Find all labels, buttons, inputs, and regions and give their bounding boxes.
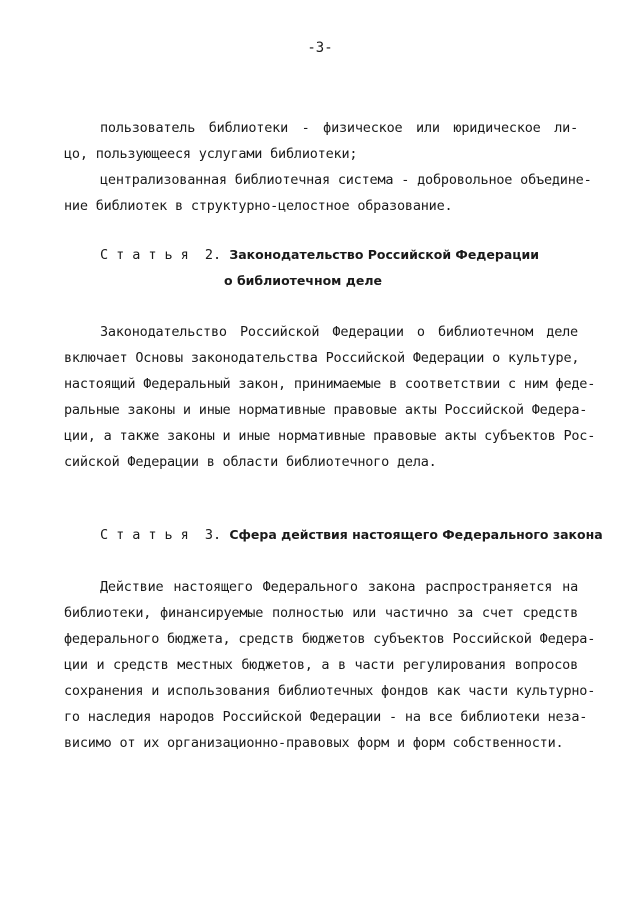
definition-line: цо, пользующееся услугами библиотеки;: [64, 146, 358, 162]
article2-line: ральные законы и иные нормативные правовые акты Российской Федера-: [64, 402, 588, 418]
definition-line: пользователь библиотеки - физическое или юридическое ли-: [100, 120, 578, 136]
article2-line: ции, а также законы и иные нормативные правовые акты субъектов Рос-: [64, 428, 596, 444]
article2-line: Законодательство Российской Федерации о библиотечном деле: [100, 324, 578, 340]
article2-line: сийской Федерации в области библиотечного дела.: [64, 454, 437, 470]
page-number: -3-: [307, 40, 333, 56]
article2-line: настоящий Федеральный закон, принимаемые в соответствии с ним феде-: [64, 376, 596, 392]
article3-line: висимо от их организационно-правовых форм и форм собственности.: [64, 735, 564, 751]
article2-heading-line2: о библиотечном деле: [224, 273, 382, 288]
article3-line: федерального бюджета, средств бюджетов субъектов Российской Федера-: [64, 631, 596, 647]
article2-line: включает Основы законодательства Российской Федерации о культуре,: [64, 350, 580, 366]
article2-heading: [100, 245, 539, 265]
article-label: Статья: [100, 527, 197, 543]
article3-line: ции и средств местных бюджетов, а в части регулирования вопросов: [64, 657, 578, 673]
article-label: Статья: [100, 247, 197, 263]
article3-line: библиотеки, финансируемые полностью или частично за счет средств: [64, 605, 578, 621]
article3-line: сохранения и использования библиотечных фондов как части культурно-: [64, 683, 596, 699]
article3-line: Действие настоящего Федерального закона распространяется на: [100, 579, 578, 595]
article-number: 3.: [204, 527, 222, 543]
definition-line: ние библиотек в структурно-целостное образование.: [64, 198, 453, 214]
article3-line: го наследия народов Российской Федерации - на все библиотеки неза-: [64, 709, 588, 725]
article-title: Сфера действия настоящего Федерального закона: [229, 527, 603, 542]
definition-line: централизованная библиотечная система - добровольное объедине-: [100, 172, 592, 188]
article3-heading: [100, 525, 603, 545]
article-number: 2.: [204, 247, 222, 263]
article-title: Законодательство Российской Федерации: [229, 247, 540, 262]
